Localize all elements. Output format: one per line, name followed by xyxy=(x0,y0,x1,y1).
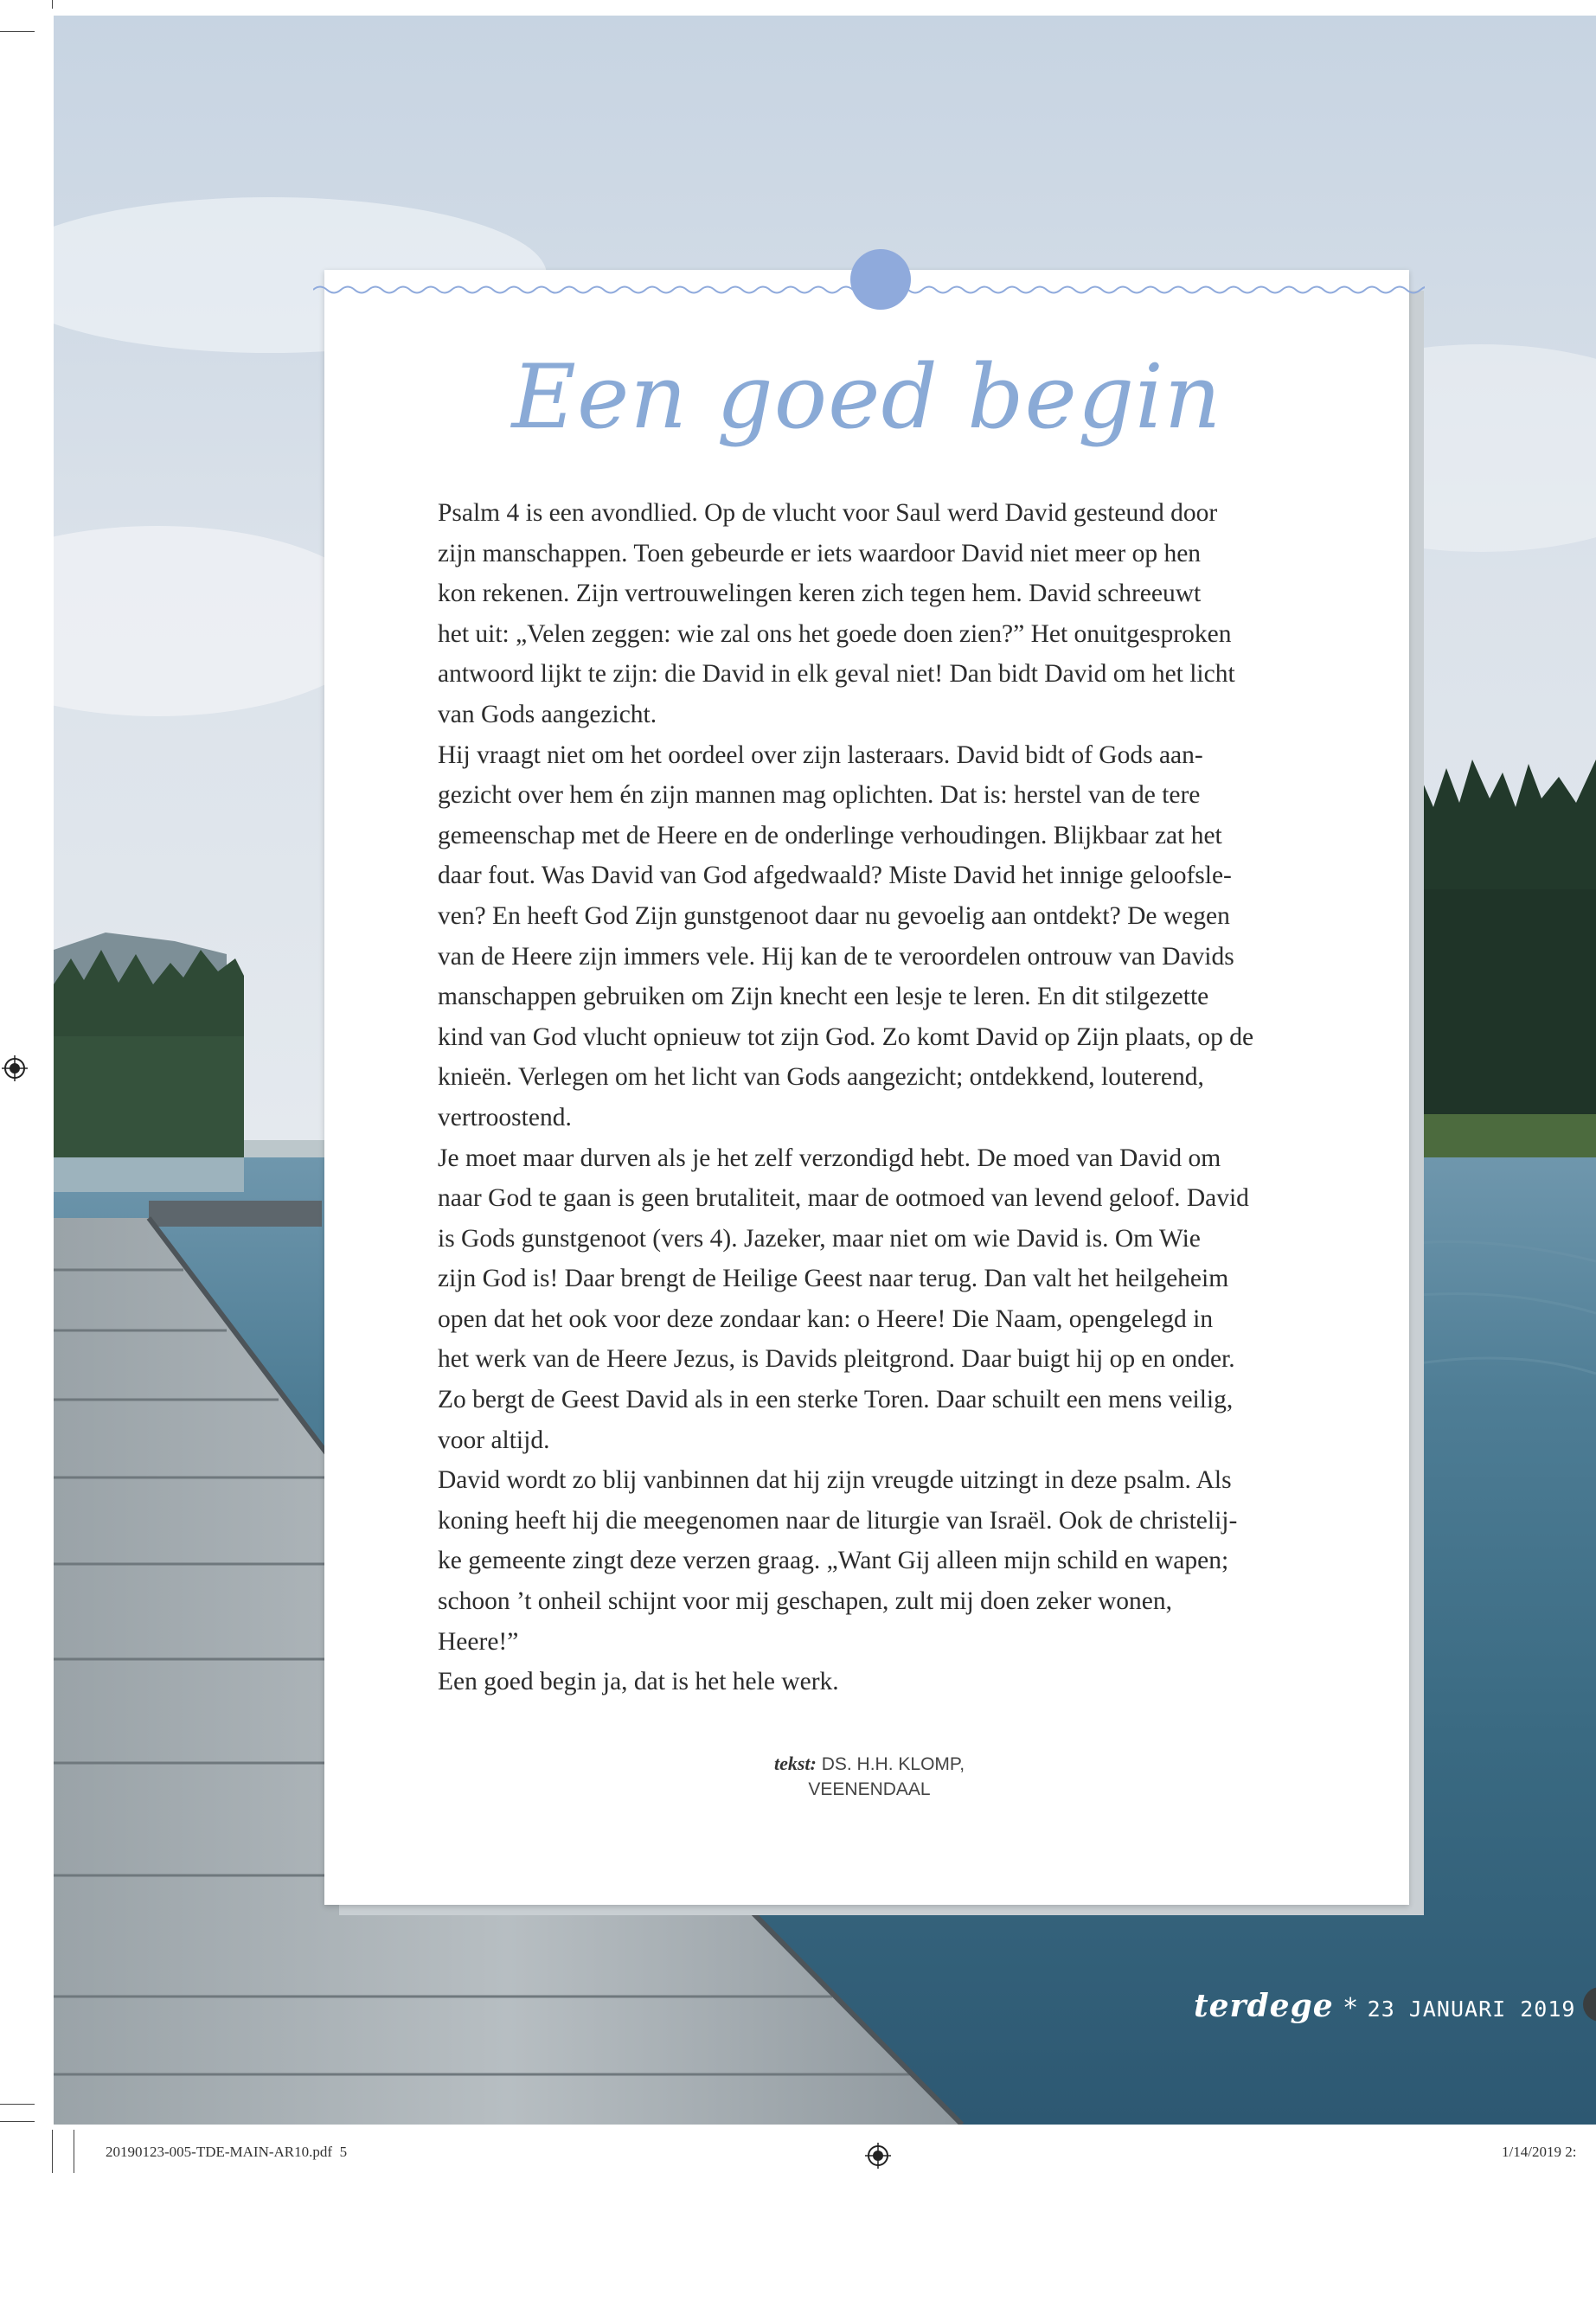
body-line: ke gemeente zingt deze verzen graag. „Want Gij alleen mijn schild en wapen; xyxy=(438,1547,1229,1575)
body-line: Hij vraagt niet om het oordeel over zijn lasteraars. David bidt of Gods aan- xyxy=(438,740,1203,769)
body-line: David wordt zo blij vanbinnen dat hij zijn vreugde uitzingt in deze psalm. Als xyxy=(438,1466,1232,1495)
body-line: antwoord lijkt te zijn: die David in elk geval niet! Dan bidt David om het licht xyxy=(438,660,1235,689)
crop-mark xyxy=(52,2130,53,2173)
body-line: zijn God is! Daar brengt de Heilige Geest naar terug. Dan valt het heilgeheim xyxy=(438,1265,1229,1293)
body-line: naar God te gaan is geen brutaliteit, maar de ootmoed van levend geloof. David xyxy=(438,1184,1249,1213)
body-line: kind van God vlucht opnieuw tot zijn God. Zo komt David op Zijn plaats, op de xyxy=(438,1022,1254,1051)
slug-page: 5 xyxy=(339,2144,348,2160)
separator-icon: * xyxy=(1343,1993,1357,2023)
issue-date: 23 JANUARI 2019 xyxy=(1367,1997,1576,2022)
body-line: manschappen gebruiken om Zijn knecht een lesje te leren. En dit stilgezette xyxy=(438,983,1209,1011)
body-line: Een goed begin ja, dat is het hele werk. xyxy=(438,1668,839,1696)
body-line: gemeenschap met de Heere en de onderlinge verhoudingen. Blijkbaar zat het xyxy=(438,821,1222,849)
body-line: gezicht over hem én zijn mannen mag oplichten. Dat is: herstel van de tere xyxy=(438,781,1201,810)
body-line: het werk van de Heere Jezus, is Davids pleitgrond. Daar buigt hij op en onder. xyxy=(438,1345,1235,1374)
crop-mark xyxy=(0,2121,35,2122)
body-line: van de Heere zijn immers vele. Hij kan de te veroordelen ontrouw van Davids xyxy=(438,942,1234,971)
credit-place: VEENENDAAL xyxy=(808,1779,931,1799)
slug-filename-line xyxy=(106,2144,347,2161)
body-line: kon rekenen. Zijn vertrouwelingen keren zich tegen hem. David schreeuwt xyxy=(438,580,1202,608)
body-line: open dat het ook voor deze zondaar kan: o Heere! Die Naam, opengelegd in xyxy=(438,1304,1214,1333)
body-line: Heere!” xyxy=(438,1627,519,1656)
registration-mark-icon xyxy=(865,2143,891,2169)
credit-label: tekst: xyxy=(773,1753,817,1774)
crop-mark xyxy=(52,0,53,9)
body-line: Zo bergt de Geest David als in een sterke Toren. Daar schuilt een mens veilig, xyxy=(438,1386,1234,1414)
body-line: koning heeft hij die meegenomen naar de liturgie van Israël. Ook de christelij- xyxy=(438,1506,1238,1535)
magazine-footer xyxy=(1194,1988,1575,2024)
registration-mark-icon xyxy=(2,1055,28,1081)
body-line: ven? En heeft God Zijn gunstgenoot daar nu gevoelig aan ontdekt? De wegen xyxy=(438,901,1230,930)
body-line: Psalm 4 is een avondlied. Op de vlucht voor Saul werd David gesteund door xyxy=(438,499,1218,527)
credit-author: DS. H.H. KLOMP, xyxy=(821,1754,965,1774)
crop-mark xyxy=(0,31,35,32)
body-line: is Gods gunstgenoot (vers 4). Jazeker, maar niet om wie David is. Om Wie xyxy=(438,1224,1201,1253)
accent-dot xyxy=(850,249,911,310)
crop-mark xyxy=(0,2104,35,2105)
article-body xyxy=(438,493,1303,1702)
magazine-brand: terdege xyxy=(1194,1988,1334,2024)
body-line: het uit: „Velen zeggen: wie zal ons het goede doen zien?” Het onuitgesproken xyxy=(438,619,1232,648)
slug-timestamp: 1/14/2019 2: xyxy=(1502,2144,1577,2160)
article-title: Een goed begin xyxy=(511,346,1222,449)
body-line: daar fout. Was David van God afgedwaald? Miste David het innige geloofsle- xyxy=(438,862,1232,890)
body-line: voor altijd. xyxy=(438,1426,550,1454)
body-line: schoon ’t onheil schijnt voor mij geschapen, zult mij doen zeker wonen, xyxy=(438,1587,1173,1616)
body-line: knieën. Verlegen om het licht van Gods aangezicht; ontdekkend, louterend, xyxy=(438,1063,1204,1092)
body-line: vertroostend. xyxy=(438,1103,572,1131)
body-line: Je moet maar durven als je het zelf verzondigd hebt. De moed van David om xyxy=(438,1144,1221,1172)
body-line: van Gods aangezicht. xyxy=(438,700,657,728)
body-line: zijn manschappen. Toen gebeurde er iets waardoor David niet meer op hen xyxy=(438,539,1202,567)
slug-filename: 20190123-005-TDE-MAIN-AR10.pdf xyxy=(106,2144,333,2160)
author-credit xyxy=(740,1751,999,1802)
